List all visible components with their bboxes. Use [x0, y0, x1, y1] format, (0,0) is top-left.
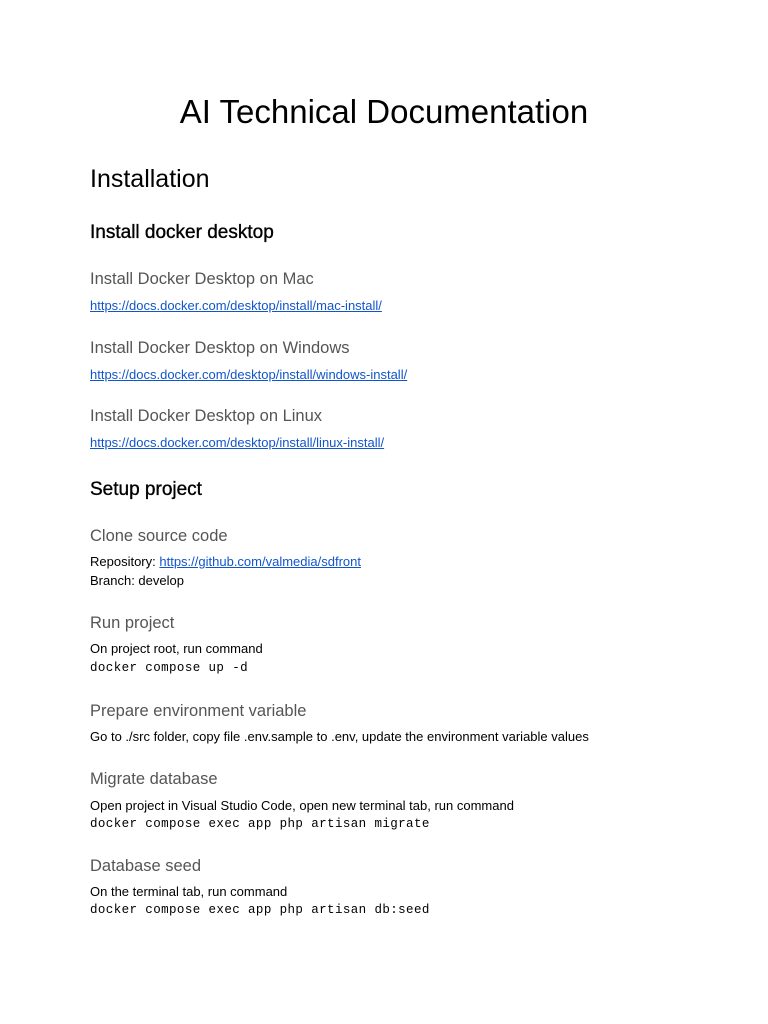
database-seed-command: docker compose exec app php artisan db:seed	[90, 903, 430, 917]
run-project-command: docker compose up -d	[90, 661, 249, 675]
migrate-database-heading: Migrate database	[90, 770, 218, 788]
docker-windows-link[interactable]: https://docs.docker.com/desktop/install/windows-install/	[90, 367, 408, 382]
repository-link[interactable]: https://github.com/valmedia/sdfront	[159, 554, 361, 569]
docker-mac-link[interactable]: https://docs.docker.com/desktop/install/mac-install/	[90, 298, 382, 313]
database-seed-heading: Database seed	[90, 857, 201, 875]
docker-linux-link-line	[90, 434, 384, 452]
docker-mac-heading: Install Docker Desktop on Mac	[90, 270, 314, 288]
docker-windows-heading: Install Docker Desktop on Windows	[90, 339, 350, 357]
branch-text: Branch: develop	[90, 573, 184, 588]
document-title: AI Technical Documentation	[179, 93, 589, 130]
env-variable-heading: Prepare environment variable	[90, 702, 307, 720]
run-project-heading: Run project	[90, 614, 175, 632]
install-docker-heading: Install docker desktop	[90, 222, 274, 243]
docker-windows-link-line	[90, 366, 407, 384]
run-project-text: On project root, run command	[90, 641, 263, 656]
docker-linux-heading: Install Docker Desktop on Linux	[90, 407, 323, 425]
env-variable-text: Go to ./src folder, copy file .env.sample to .env, update the environment variable values	[90, 729, 589, 744]
database-seed-text: On the terminal tab, run command	[90, 884, 288, 899]
setup-project-heading: Setup project	[90, 479, 202, 500]
docker-linux-link[interactable]: https://docs.docker.com/desktop/install/linux-install/	[90, 435, 385, 450]
docker-mac-link-line	[90, 297, 382, 315]
migrate-database-command: docker compose exec app php artisan migrate	[90, 817, 430, 831]
migrate-database-text: Open project in Visual Studio Code, open new terminal tab, run command	[90, 798, 514, 813]
installation-heading: Installation	[90, 165, 210, 193]
repository-line	[90, 553, 361, 571]
repository-label: Repository:	[90, 554, 160, 569]
clone-source-heading: Clone source code	[90, 527, 228, 545]
